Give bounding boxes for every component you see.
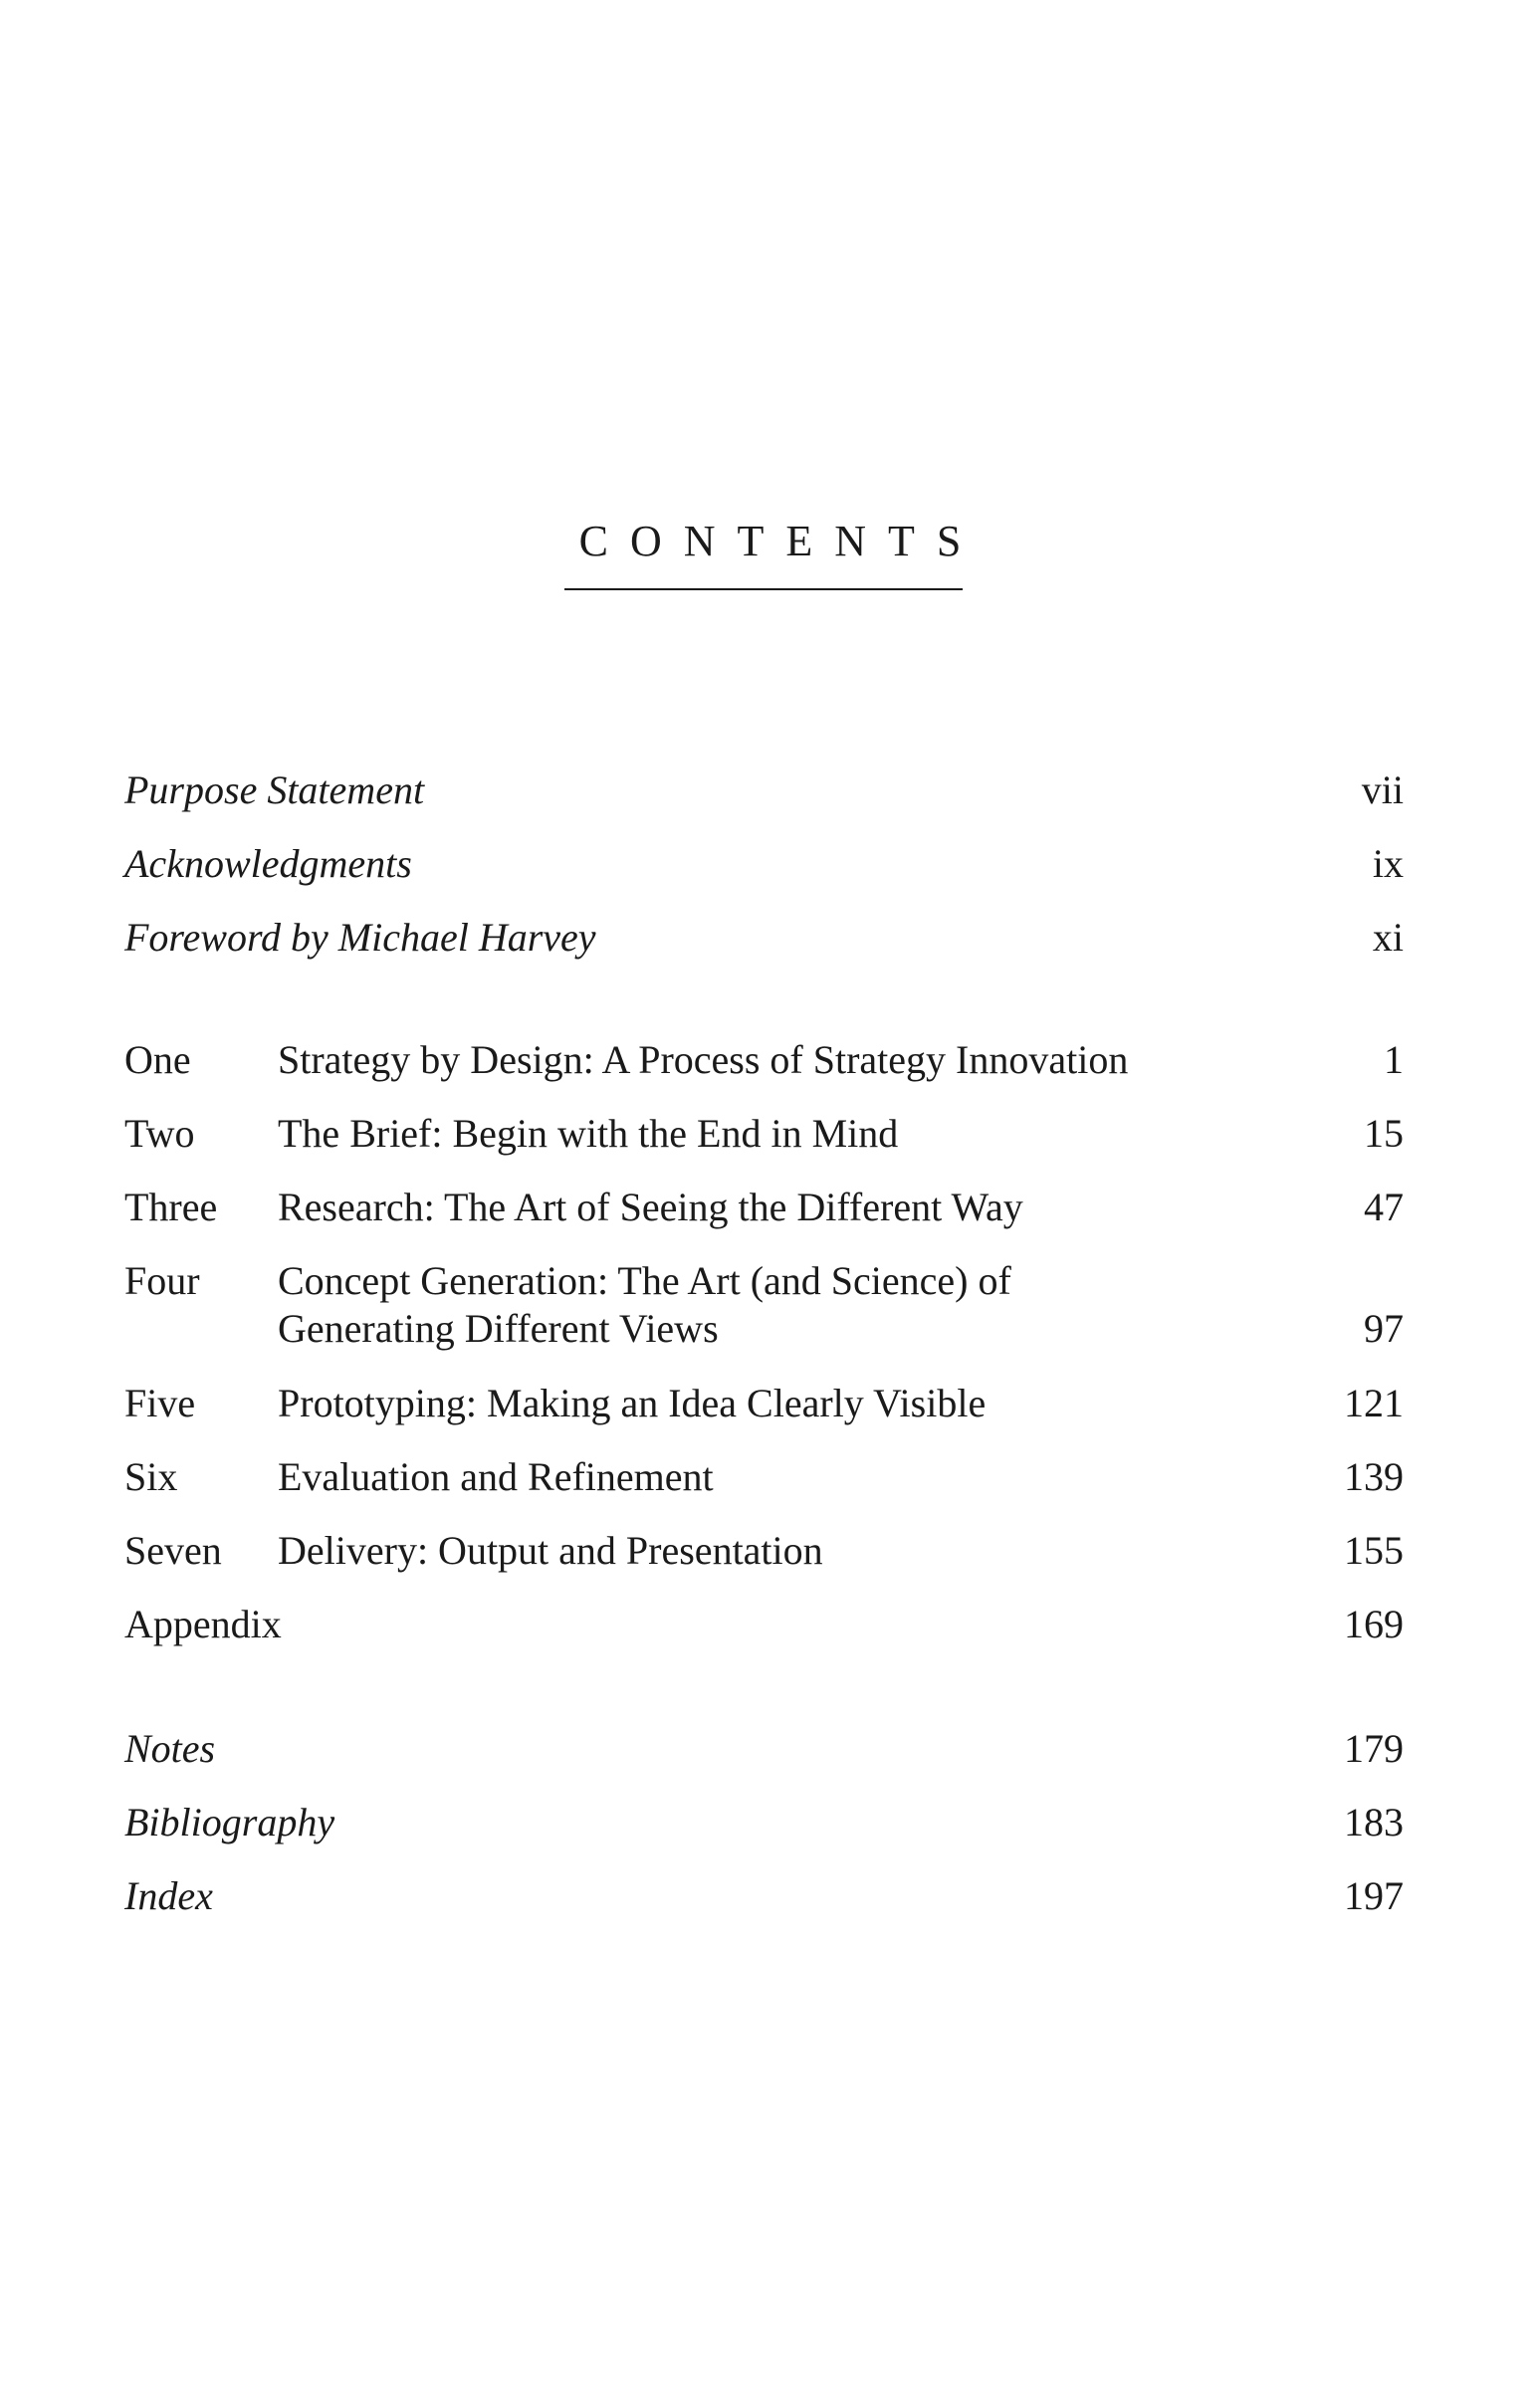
toc-entry-bibliography[interactable] bbox=[124, 1799, 1404, 1850]
entry-title: Purpose Statement bbox=[124, 767, 425, 812]
chapter-title: Research: The Art of Seeing the Different Way bbox=[278, 1185, 1023, 1229]
chapter-title: Evaluation and Refinement bbox=[278, 1454, 714, 1499]
entry-title: Appendix bbox=[124, 1602, 282, 1646]
toc-entry-chapter-six[interactable] bbox=[124, 1453, 1404, 1505]
entry-page-number: 97 bbox=[1364, 1306, 1404, 1351]
chapter-title bbox=[278, 1257, 1011, 1353]
entry-page-number: 1 bbox=[1384, 1037, 1404, 1082]
heading-underline bbox=[564, 588, 963, 590]
entry-page-number: ix bbox=[1372, 841, 1404, 886]
toc-entry-chapter-three[interactable] bbox=[124, 1184, 1404, 1235]
chapter-number: Two bbox=[124, 1111, 195, 1156]
entry-title: Index bbox=[124, 1873, 213, 1918]
entry-title: Foreword by Michael Harvey bbox=[124, 915, 596, 960]
entry-page-number: 121 bbox=[1344, 1381, 1404, 1425]
chapter-title: Strategy by Design: A Process of Strategy Innovation bbox=[278, 1037, 1129, 1082]
chapter-title-line-2: Generating Different Views bbox=[278, 1306, 719, 1351]
chapter-number: One bbox=[124, 1037, 191, 1082]
chapter-number: Six bbox=[124, 1454, 178, 1499]
toc-entry-chapter-one[interactable] bbox=[124, 1036, 1404, 1088]
toc-entry-index[interactable] bbox=[124, 1872, 1404, 1924]
toc-entry-chapter-seven[interactable] bbox=[124, 1527, 1404, 1579]
entry-page-number: xi bbox=[1372, 915, 1404, 960]
toc-entry-foreword[interactable] bbox=[124, 914, 1404, 966]
toc-entry-appendix[interactable] bbox=[124, 1601, 1404, 1652]
entry-page-number: 139 bbox=[1344, 1454, 1404, 1499]
chapter-title: Prototyping: Making an Idea Clearly Visible bbox=[278, 1381, 987, 1425]
chapter-number: Three bbox=[124, 1185, 218, 1229]
toc-entry-acknowledgments[interactable] bbox=[124, 840, 1404, 892]
chapter-number: Five bbox=[124, 1381, 196, 1425]
entry-page-number: 47 bbox=[1364, 1185, 1404, 1229]
toc-entry-notes[interactable] bbox=[124, 1725, 1404, 1777]
entry-title: Acknowledgments bbox=[124, 841, 412, 886]
chapter-number: Four bbox=[124, 1258, 200, 1303]
toc-entry-chapter-five[interactable] bbox=[124, 1380, 1404, 1431]
entry-page-number: 15 bbox=[1364, 1111, 1404, 1156]
chapter-title: Delivery: Output and Presentation bbox=[278, 1528, 823, 1573]
entry-page-number: 183 bbox=[1344, 1800, 1404, 1844]
entry-page-number: 197 bbox=[1344, 1873, 1404, 1918]
entry-page-number: 169 bbox=[1344, 1602, 1404, 1646]
entry-title: Notes bbox=[124, 1726, 216, 1771]
entry-title: Bibliography bbox=[124, 1800, 335, 1844]
chapter-title-line-1: Concept Generation: The Art (and Science) of bbox=[278, 1258, 1011, 1303]
entry-page-number: vii bbox=[1361, 767, 1404, 812]
entry-page-number: 179 bbox=[1344, 1726, 1404, 1771]
chapter-title: The Brief: Begin with the End in Mind bbox=[278, 1111, 899, 1156]
toc-entry-purpose-statement[interactable] bbox=[124, 766, 1404, 818]
chapter-number: Seven bbox=[124, 1528, 222, 1573]
contents-heading: CONTENTS bbox=[578, 517, 984, 565]
toc-entry-chapter-two[interactable] bbox=[124, 1110, 1404, 1162]
entry-page-number: 155 bbox=[1344, 1528, 1404, 1573]
toc-entry-chapter-four[interactable] bbox=[124, 1257, 1404, 1357]
